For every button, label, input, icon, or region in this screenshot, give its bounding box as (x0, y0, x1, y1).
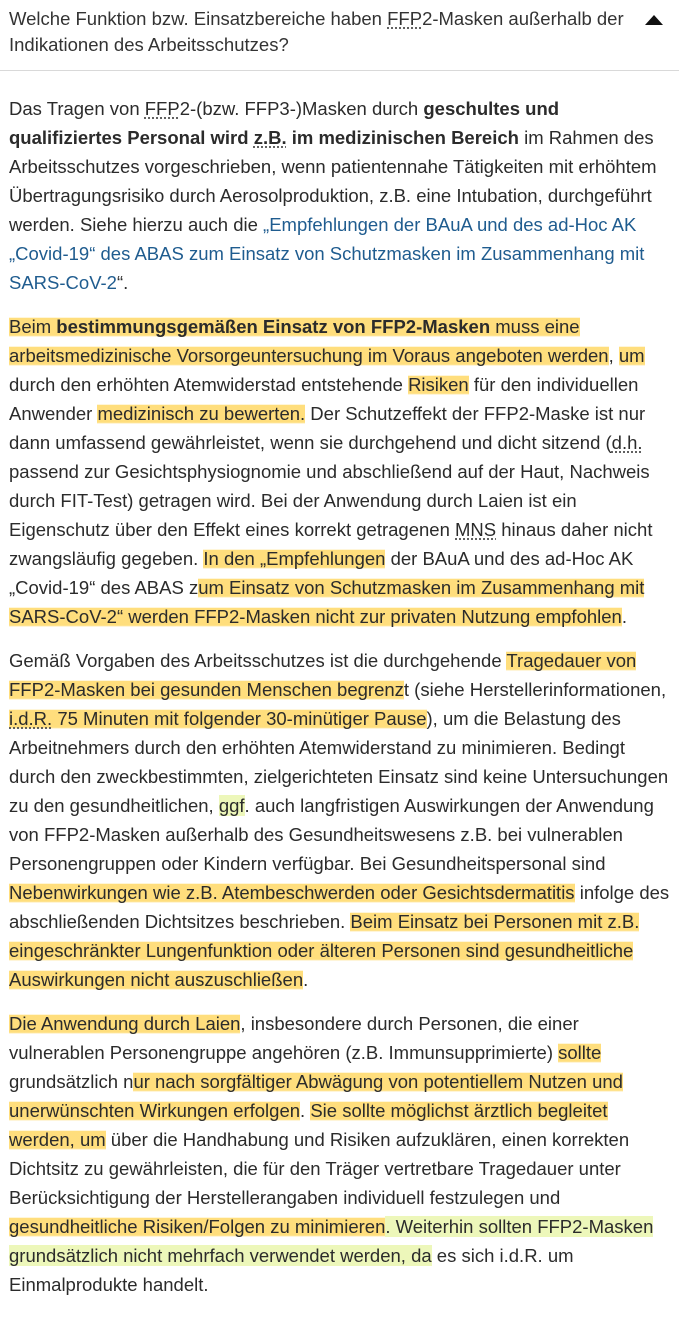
highlighted-text: Die Anwendung durch Laien (9, 1013, 241, 1034)
text: für den individuellen Anwender (9, 374, 639, 424)
abbr-dh: d.h. (611, 432, 643, 453)
faq-answer (9, 94, 671, 1314)
text: . (303, 969, 309, 990)
text: , insbesondere durch Personen, die einer vulnerablen Personengruppe angehören (z.B. Immunsupprimierte) (9, 1013, 579, 1063)
highlighted-text: Beim (9, 316, 57, 337)
abbr-ggf: ggf (218, 795, 245, 816)
text: . auch langfristigen Auswirkungen der Anwendung von FFP2-Masken außerhalb des Gesundheitswesens z.B. bei vulnerablen Personengruppen oder Kindern verfügbar. Bei Gesundheitspersonal sind (9, 795, 654, 874)
paragraph-3 (9, 646, 671, 994)
text: durch den erhöhten Atemwiderstad entstehende (9, 374, 409, 395)
text: Gemäß Vorgaben des Arbeitsschutzes ist die durchgehende (9, 650, 507, 671)
text: hinaus daher nicht zwangsläufig gegeben. (9, 519, 653, 569)
highlighted-text: um (618, 345, 645, 366)
text: im Rahmen des Arbeitsschutzes vorgeschrieben, wenn patientennahe Tätigkeiten mit erhöhtem Übertragungsrisiko durch Aerosolproduktion, z.B. eine Intubation, durchgeführt werden. Siehe hierzu auch die (9, 127, 657, 235)
text: Der Schutzeffekt der FFP2-Maske ist nur dann umfassend gewährleistet, wenn sie durchgehend und dicht sitzend ( (9, 403, 646, 453)
bottom-fade (0, 1330, 679, 1343)
text: passend zur Gesichtsphysiognomie und abschließend auf der Haut, Nachweis durch FIT-Test) getragen wird. Bei der Anwendung durch Laien ist ein Eigenschutz über den Effekt eines korrekt getragenen (9, 461, 650, 540)
highlighted-text: 75 Minuten mit folgender 30-minütiger Pause (52, 708, 427, 729)
highlighted-bold-text: bestimmungsgemäßen Einsatz von FFP2-Masken (56, 316, 491, 337)
caret-up-icon[interactable] (644, 13, 664, 27)
highlighted-text: um Einsatz von Schutzmasken im Zusammenhang mit SARS-CoV-2“ werden FFP2-Masken nicht zur privaten Nutzung empfohlen (9, 577, 645, 627)
text: infolge des abschließenden Dichtsitzes beschrieben. (9, 882, 670, 932)
highlighted-text: ur nach sorgfältiger Abwägung von potentiellem Nutzen und unerwünschten Wirkungen erfolgen (9, 1071, 623, 1121)
highlighted-text: Sie sollte möglichst ärztlich begleitet werden, um (9, 1100, 608, 1150)
text: “. (116, 272, 129, 293)
paragraph-1 (9, 94, 671, 297)
highlighted-text: sollte (558, 1042, 602, 1063)
text: Das Tragen von (9, 98, 145, 119)
highlighted-text: Tragedauer von FFP2-Masken bei gesunden Menschen begrenz (9, 650, 637, 700)
text: t (siehe Herstellerinformationen, (403, 679, 667, 700)
text: über die Handhabung und Risiken aufzuklären, einen korrekten Dichtsitz zu gewährleisten, die für den Träger vertretbare Tragedauer unter Berücksichtigung der Herstellerangaben individuell festzulegen und (9, 1129, 630, 1208)
highlighted-text: Risiken (408, 374, 469, 395)
highlighted-text: muss eine arbeitsmedizinische Vorsorgeuntersuchung im Voraus angeboten werden (9, 316, 609, 366)
abbr-idr: i.d.R. (9, 708, 53, 729)
green-highlighted-text: . Weiterhin sollten FFP2-Masken grundsätzlich nicht mehrfach verwendet werden, da (9, 1216, 654, 1266)
paragraph-4 (9, 1009, 671, 1299)
bold-text: geschultes und qualifiziertes Personal wird (9, 98, 560, 148)
text: , (608, 345, 619, 366)
recommendations-link[interactable]: „Empfehlungen der BAuA und des ad-Hoc AK „Covid-19“ des ABAS zum Einsatz von Schutzmasken im Zusammenhang mit SARS-CoV-2 (9, 214, 645, 293)
highlighted-text: gesundheitliche Risiken/Folgen zu minimieren (9, 1216, 386, 1237)
faq-question-header[interactable] (0, 0, 679, 71)
text: der BAuA und des ad-Hoc AK „Covid-19“ des ABAS z (9, 548, 634, 598)
abbr-zb: z.B. (253, 127, 287, 148)
text: es sich i.d.R. um Einmalprodukte handelt. (9, 1245, 574, 1295)
faq-question-text (9, 6, 639, 58)
text: . (300, 1100, 311, 1121)
text: ), um die Belastung des Arbeitnehmers durch den erhöhten Atemwiderstand zu minimieren. Bedingt durch den zweckbestimmten, zielgerichteten Einsatz sind keine Untersuchungen zu den gesundheitlichen, (9, 708, 669, 816)
question-text-a: Welche Funktion bzw. Einsatzbereiche haben (9, 8, 388, 29)
question-text-b: 2-Masken außerhalb der Indikationen des Arbeitsschutzes? (9, 8, 624, 55)
highlighted-text: medizinisch zu bewerten. (97, 403, 306, 424)
highlighted-text: In den „Empfehlungen (203, 548, 386, 569)
text: . (621, 606, 627, 627)
bold-text: im medizinischen Bereich (286, 127, 519, 148)
abbr-ffp: FFP (144, 98, 180, 119)
highlighted-text: Nebenwirkungen wie z.B. Atembeschwerden oder Gesichtsdermatitis (9, 882, 575, 903)
abbr-ffp: FFP (387, 8, 423, 29)
abbr-mns: MNS (455, 519, 497, 540)
paragraph-2 (9, 312, 671, 631)
text: 2-(bzw. FFP3-)Masken durch (179, 98, 424, 119)
highlighted-text: Beim Einsatz bei Personen mit z.B. eingeschränkter Lungenfunktion oder älteren Personen sind gesundheitliche Auswirkungen nicht auszuschließen (9, 911, 640, 990)
text: grundsätzlich n (9, 1071, 134, 1092)
